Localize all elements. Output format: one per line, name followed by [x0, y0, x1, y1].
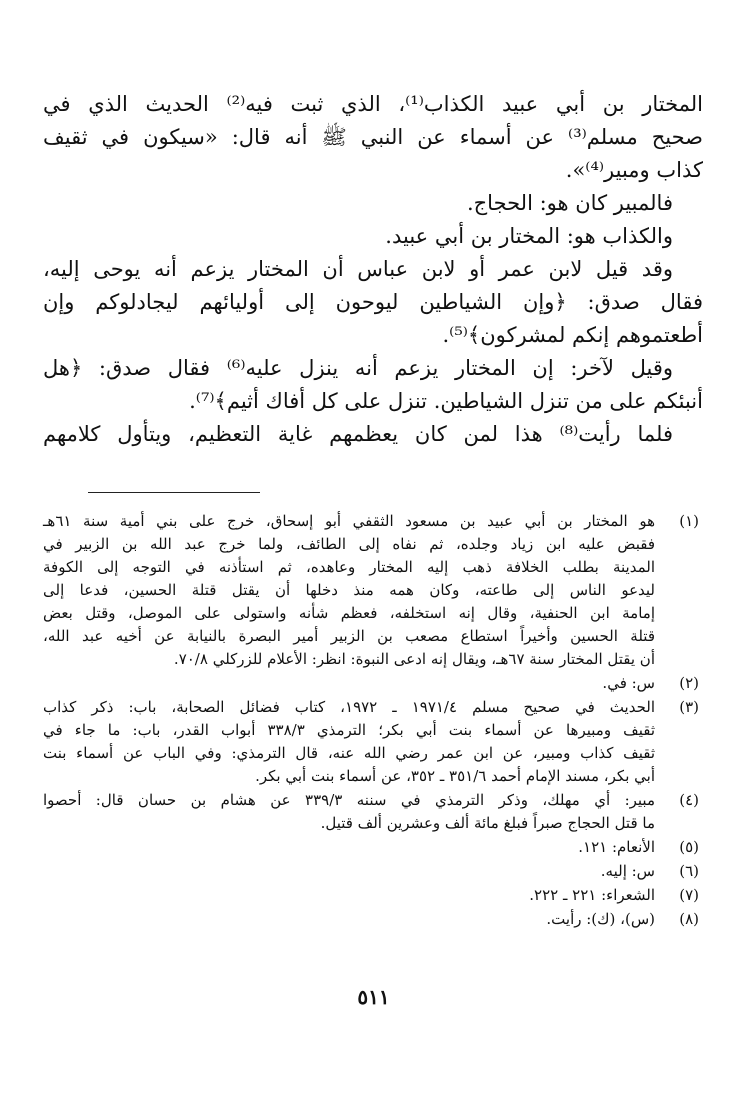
- footnote-line: مبير: أي مهلك، وذكر الترمذي في سننه ٣٣٩/٣ عن هشام بن حسان قال: أحصوا: [43, 791, 655, 809]
- footnote-text: [43, 908, 655, 931]
- body-line: أنبئكم على من تنزل الشياطين. تنزل على كل أفاك أثيم﴾⁽⁷⁾.: [189, 389, 703, 413]
- main-text: [43, 88, 703, 451]
- footnote: [43, 696, 703, 788]
- footnote-number: (٦): [679, 862, 699, 880]
- footnote-text: [43, 510, 655, 671]
- footnote-line: الأنعام: ١٢١.: [578, 838, 655, 856]
- footnote: [43, 860, 703, 883]
- footnote-text: [43, 696, 655, 788]
- footnote-line: الحديث في صحيح مسلم ١٩٧١/٤ ـ ١٩٧٢، كتاب فضائل الصحابة، باب: ذكر كذاب: [43, 698, 656, 716]
- footnote-number: (٨): [679, 910, 699, 928]
- footnote-text: [43, 860, 655, 883]
- footnote: [43, 884, 703, 907]
- footnote-line: س: إليه.: [600, 862, 655, 880]
- body-line: أطعتموهم إنكم لمشركون﴾⁽⁵⁾.: [442, 323, 703, 347]
- footnote-number: (٤): [679, 791, 699, 809]
- footnote-divider: [88, 492, 260, 493]
- footnote-text: [43, 884, 655, 907]
- footnote-line: المدينة بطلب الخلافة ذهب إليه المختار وعاهده، ثم استأذنه في التوجه إلى الكوفة: [43, 558, 655, 576]
- footnote-line: س: في.: [602, 674, 655, 692]
- footnote-line: ثقيف ومبيرها عن أسماء بنت أبي بكر؛ الترمذي ٣٣٨/٣ أبواب القدر، باب: ما جاء في: [43, 721, 655, 739]
- footnote: [43, 908, 703, 931]
- footnote-number: (٧): [679, 886, 699, 904]
- footnote-text: [43, 789, 655, 835]
- footnote: [43, 510, 703, 671]
- body-line: فالمبير كان هو: الحجاج.: [466, 191, 673, 215]
- footnote: [43, 836, 703, 859]
- footnote-line: فقبض عليه ابن زياد وجلده، ثم نفاه إلى الطائف، ولما خرج عبد الله بن الزبير في: [43, 535, 655, 553]
- body-line: صحيح مسلم⁽³⁾ عن أسماء عن النبي ﷺ أنه قال: «سيكون في ثقيف: [43, 125, 703, 149]
- footnote-number: (١): [679, 512, 699, 530]
- footnote-line: ما قتل الحجاج صبراً فبلغ مائة ألف وعشرين ألف قتيل.: [320, 814, 655, 832]
- footnote-number: (٥): [679, 838, 699, 856]
- footnote-text: [43, 672, 655, 695]
- footnotes: [43, 510, 703, 932]
- footnote-line: ثقيف كذاب ومبير، عن ابن عمر رضي الله عنه، قال الترمذي: وفي الباب عن أسماء بنت: [43, 744, 655, 762]
- footnote-line: ليدعو الناس إلى طاعته، وكان همه منذ دخلها أن يقتل قتلة الحسين، فدعا إلى: [43, 581, 655, 599]
- footnote-text: [43, 836, 655, 859]
- body-line: وقد قيل لابن عمر أو لابن عباس أن المختار يزعم أنه يوحى إليه،: [43, 257, 673, 281]
- footnote-number: (٣): [679, 698, 699, 716]
- footnote-line: أن يقتل المختار سنة ٦٧هـ، ويقال إنه ادعى النبوة: انظر: الأعلام للزركلي ٧٠/٨.: [173, 650, 655, 668]
- body-line: فلما رأيت⁽⁸⁾ هذا لمن كان يعظمهم غاية التعظيم، ويتأول كلامهم: [43, 422, 673, 446]
- body-line: فقال صدق: ﴿وإن الشياطين ليوحون إلى أوليائهم ليجادلوكم وإن: [43, 290, 703, 314]
- body-line: وقيل لآخر: إن المختار يزعم أنه ينزل عليه⁽⁶⁾ فقال صدق: ﴿هل: [43, 356, 673, 380]
- footnote-line: هو المختار بن أبي عبيد بن مسعود الثقفي أبو إسحاق، خرج على بني أمية سنة ٦١هـ: [43, 512, 655, 530]
- footnote-line: قتلة الحسين وأخيراً استطاع مصعب بن الزبير أمير البصرة بالنيابة عن أخيه عبد الله،: [43, 627, 655, 645]
- footnote: [43, 789, 703, 835]
- footnote: [43, 672, 703, 695]
- body-line: المختار بن أبي عبيد الكذاب⁽¹⁾، الذي ثبت فيه⁽²⁾ الحديث الذي في: [43, 92, 703, 116]
- body-line: كذاب ومبير⁽⁴⁾».: [565, 158, 703, 182]
- footnote-number: (٢): [679, 674, 699, 692]
- footnote-line: (س)، (ك): رأيت.: [546, 910, 655, 928]
- footnote-line: أبي بكر، مسند الإمام أحمد ٣٥١/٦ ـ ٣٥٢، عن أسماء بنت أبي بكر.: [255, 767, 655, 785]
- footnote-line: الشعراء: ٢٢١ ـ ٢٢٢.: [529, 886, 655, 904]
- footnote-line: إمامة ابن الحنفية، وقال إنه استخلفه، فعظم شأنه واستولى على الموصل، وقتل بعض: [43, 604, 655, 622]
- page-number: ٥١١: [357, 985, 390, 1009]
- body-line: والكذاب هو: المختار بن أبي عبيد.: [385, 224, 673, 248]
